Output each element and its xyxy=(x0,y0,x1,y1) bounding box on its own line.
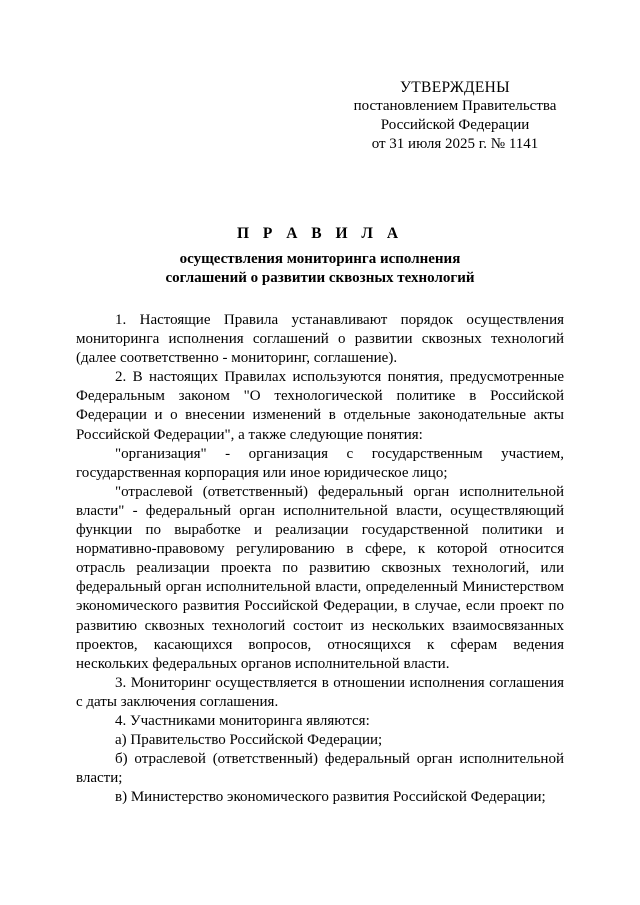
title-block xyxy=(76,224,564,288)
approval-line-1: постановлением Правительства xyxy=(353,98,557,114)
subtitle-line-2: соглашений о развитии сквозных технологий xyxy=(165,270,475,286)
paragraph-definition-organization: "организация" - организация с государственным участием, государственная корпорация или иное юридическое лицо; xyxy=(76,445,564,481)
list-item-a: а) Правительство Российской Федерации; xyxy=(115,732,383,749)
paragraph-2: 2. В настоящих Правилах используются понятия, предусмотренные Федеральным законом "О технологической политике в Российской Федерации и о внесении изменений в отдельные законодательные акты Российской Федерации", а также следующие понятия: xyxy=(76,369,564,443)
paragraph-definition-federal-body: "отраслевой (ответственный) федеральный орган исполнительной власти" - федеральный орган исполнительной власти, осуществляющий функции по выработке и реализации государственной политики и нормативно-правовому регулированию в сфере, к которой относится отрасль реализации проекта по развитию сквозных технологий, или федеральный орган исполнительной власти, определенный Министерством экономического развития Российской Федерации, в случае, если проект по развитию сквозных технологий состоит из нескольких взаимосвязанных проектов, касающихся вопросов, относящихся к сферам ведения нескольких федеральных органов исполнительной власти. xyxy=(76,483,564,672)
document-title: П Р А В И Л А xyxy=(236,225,404,242)
paragraph-4: 4. Участниками мониторинга являются: xyxy=(115,712,370,729)
paragraph-1: 1. Настоящие Правила устанавливают порядок осуществления мониторинга исполнения соглашений о развитии сквозных технологий (далее соответственно - мониторинг, соглашение). xyxy=(76,312,564,367)
approval-line-3: от 31 июля 2025 г. № 1141 xyxy=(371,136,539,152)
paragraph-3: 3. Мониторинг осуществляется в отношении исполнения соглашения с даты заключения соглашения. xyxy=(76,674,564,710)
subtitle-line-1: осуществления мониторинга исполнения xyxy=(179,251,461,267)
approval-line-2: Российской Федерации xyxy=(380,117,530,133)
document-body xyxy=(76,311,564,807)
approval-heading: УТВЕРЖДЕНЫ xyxy=(400,79,510,96)
list-item-v: в) Министерство экономического развития Российской Федерации; xyxy=(115,789,546,806)
approval-stamp xyxy=(330,78,580,154)
document-subtitle xyxy=(76,250,564,288)
list-item-b: б) отраслевой (ответственный) федеральный орган исполнительной власти; xyxy=(76,751,564,787)
